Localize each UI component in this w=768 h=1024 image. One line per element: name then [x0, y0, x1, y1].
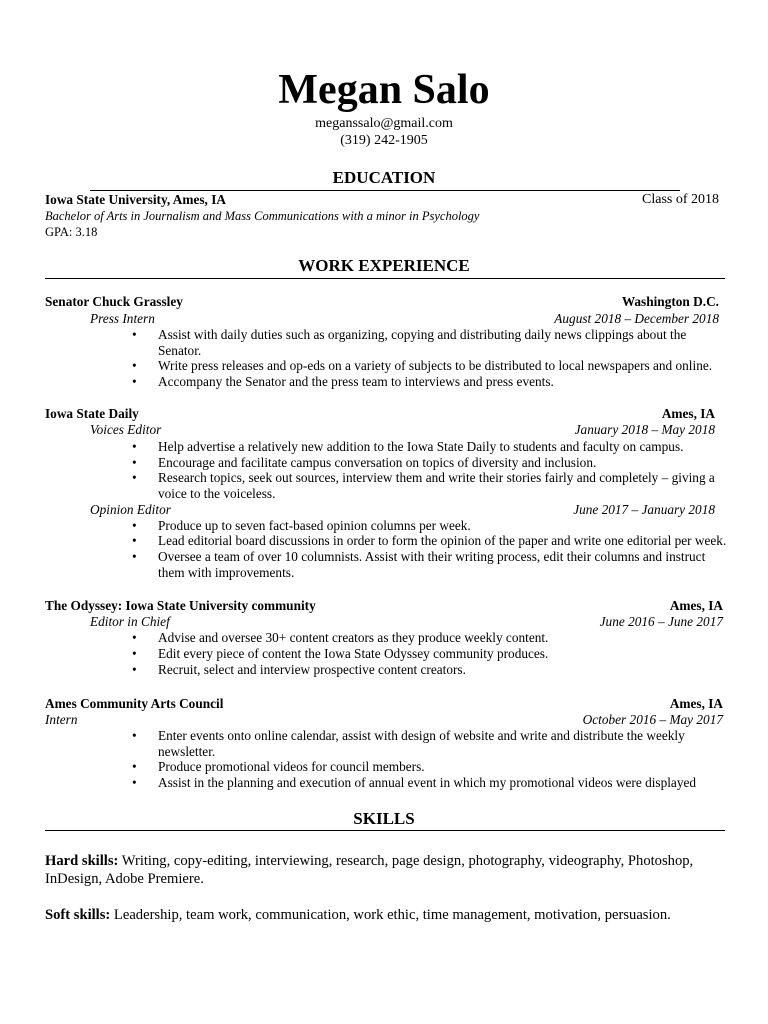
job-bullet: Enter events onto online calendar, assist with design of website and write and distribute the weekly newsletter.: [158, 728, 685, 759]
job-dates: August 2018 – December 2018: [554, 311, 719, 326]
job-dates: June 2016 – June 2017: [599, 614, 723, 629]
job-bullet: Produce promotional videos for council members.: [158, 759, 425, 774]
bullet-icon: •: [132, 533, 137, 548]
resume-name: Megan Salo: [278, 67, 490, 113]
school-name: Iowa State University, Ames, IA: [45, 192, 226, 207]
job-bullet: Recruit, select and interview prospective content creators.: [158, 662, 466, 677]
job-title: Opinion Editor: [90, 502, 171, 517]
bullet-icon: •: [132, 439, 137, 454]
bullet-icon: •: [132, 662, 137, 677]
bullet-icon: •: [132, 518, 137, 533]
bullet-icon: •: [132, 455, 137, 470]
job-location: Ames, IA: [669, 598, 723, 613]
job-dates: June 2017 – January 2018: [573, 502, 715, 517]
soft-skills: [45, 906, 735, 924]
bullet-icon: •: [132, 646, 137, 661]
soft-skills-label: Soft skills:: [45, 907, 111, 923]
job-dates: January 2018 – May 2018: [574, 422, 715, 437]
education-heading: EDUCATION: [332, 168, 436, 187]
bullet-icon: •: [132, 549, 137, 564]
class-year: Class of 2018: [642, 192, 719, 207]
soft-skills-text: Leadership, team work, communication, work ethic, time management, motivation, persuasion.: [110, 907, 671, 923]
job-bullet: Help advertise a relatively new addition to the Iowa State Daily to students and faculty on campus.: [158, 439, 684, 454]
gpa: GPA: 3.18: [45, 225, 98, 239]
job-bullet: Oversee a team of over 10 columnists. Assist with their writing process, edit their columns and instruct them with improvements.: [158, 549, 706, 580]
job-bullet: Encourage and facilitate campus conversation on topics of diversity and inclusion.: [158, 455, 597, 470]
bullet-icon: •: [132, 327, 137, 342]
work-heading: WORK EXPERIENCE: [298, 256, 470, 275]
job-org: Iowa State Daily: [45, 406, 139, 421]
hard-skills-text: Writing, copy-editing, interviewing, research, page design, photography, videography, Photoshop, InDesign, Adobe Premiere.: [45, 853, 694, 887]
email: meganssalo@gmail.com: [315, 116, 453, 131]
hard-skills: [45, 852, 735, 888]
job-org: Ames Community Arts Council: [45, 696, 224, 711]
job-bullet: Advise and oversee 30+ content creators as they produce weekly content.: [158, 630, 549, 645]
job-bullet: Write press releases and op-eds on a variety of subjects to be distributed to local newspapers and online.: [158, 358, 713, 373]
job-org: The Odyssey: Iowa State University community: [45, 598, 316, 613]
job-bullet: Assist with daily duties such as organizing, copying and distributing daily news clippings about the Senator.: [158, 327, 687, 358]
job-title: Voices Editor: [90, 422, 162, 437]
degree: Bachelor of Arts in Journalism and Mass Communications with a minor in Psychology: [45, 209, 480, 223]
job-location: Washington D.C.: [621, 294, 719, 309]
job-title: Editor in Chief: [90, 614, 170, 629]
job-bullet: Edit every piece of content the Iowa State Odyssey community produces.: [158, 646, 549, 661]
bullet-icon: •: [132, 775, 137, 790]
job-location: Ames, IA: [669, 696, 723, 711]
job-org: Senator Chuck Grassley: [45, 294, 183, 309]
phone: (319) 242-1905: [340, 133, 428, 148]
job-bullet: Produce up to seven fact-based opinion columns per week.: [158, 518, 471, 533]
job-title: Intern: [45, 712, 78, 727]
work-rule: [45, 278, 725, 279]
bullet-icon: •: [132, 630, 137, 645]
education-rule: [90, 190, 680, 191]
hard-skills-label: Hard skills:: [45, 853, 119, 869]
job-title: Press Intern: [90, 311, 155, 326]
job-bullet: Lead editorial board discussions in order to form the opinion of the paper and write one editorial per week.: [158, 533, 727, 548]
bullet-icon: •: [132, 358, 137, 373]
bullet-icon: •: [132, 759, 137, 774]
job-bullet: Research topics, seek out sources, interview them and write their stories fairly and completely – giving a voice to the voiceless.: [158, 470, 715, 501]
bullet-icon: •: [132, 374, 137, 389]
skills-rule: [45, 830, 725, 831]
skills-heading: SKILLS: [353, 809, 415, 828]
job-dates: October 2016 – May 2017: [582, 712, 723, 727]
bullet-icon: •: [132, 470, 137, 485]
job-bullet: Assist in the planning and execution of annual event in which my promotional videos were displayed: [158, 775, 697, 790]
bullet-icon: •: [132, 728, 137, 743]
job-location: Ames, IA: [661, 406, 715, 421]
job-bullet: Accompany the Senator and the press team to interviews and press events.: [158, 374, 554, 389]
